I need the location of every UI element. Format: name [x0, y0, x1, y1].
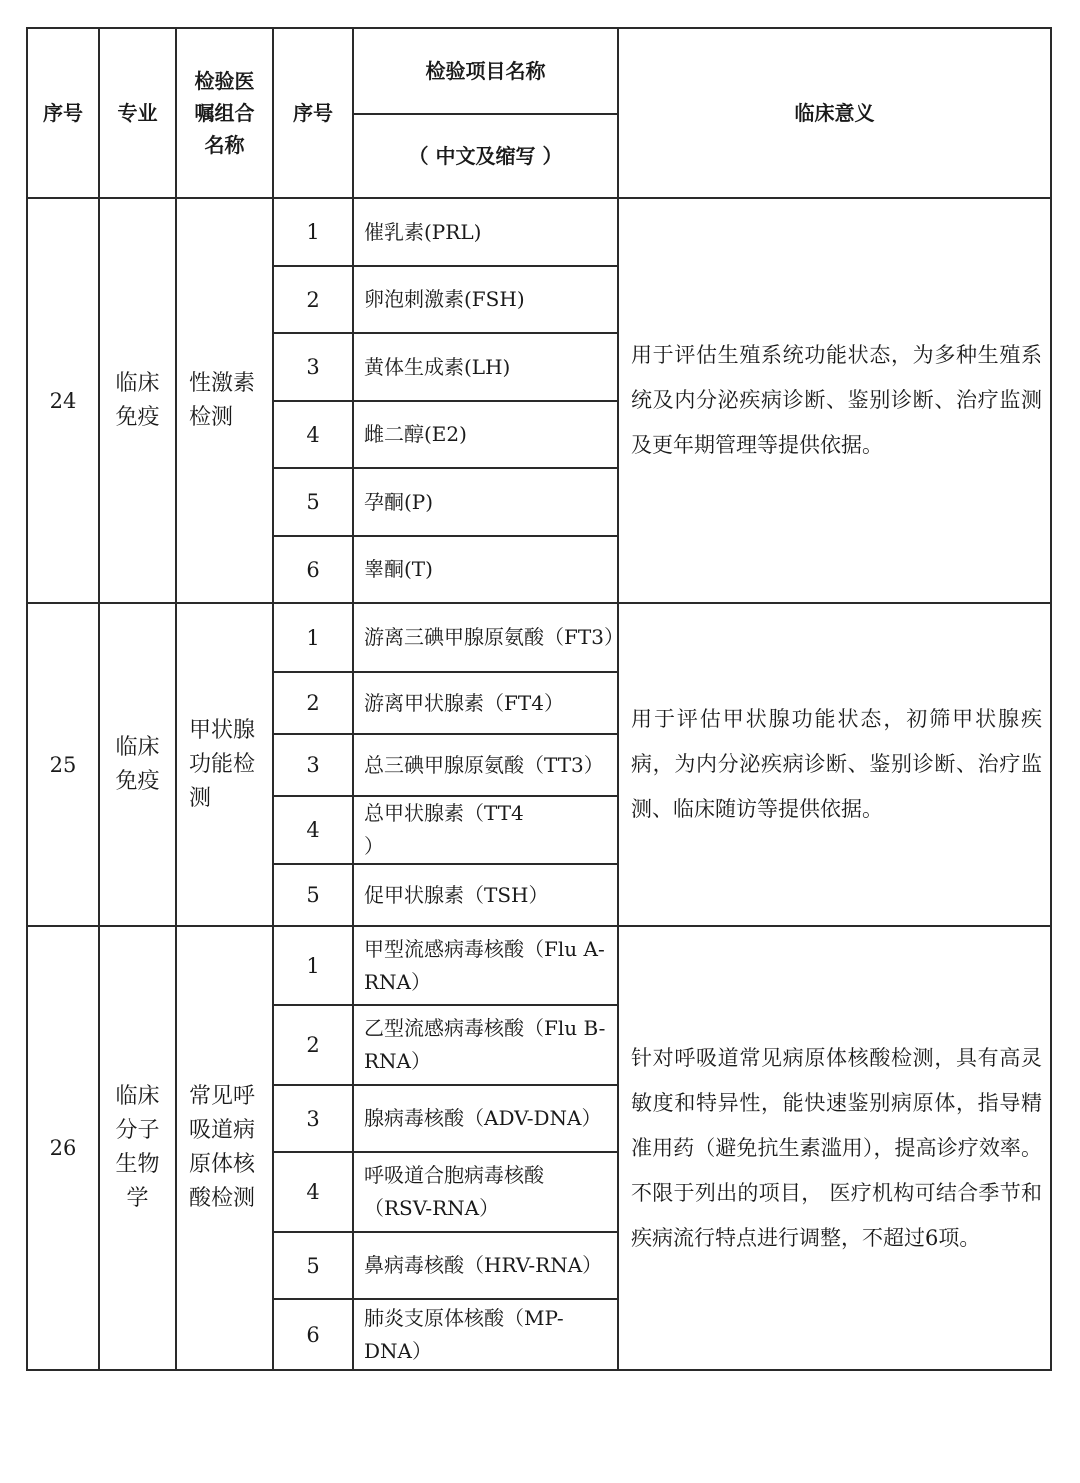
text-line: 总甲状腺素（TT4	[364, 801, 524, 825]
clinical-significance: 用于评估生殖系统功能状态，为多种生殖系统及内分泌疾病诊断、鉴别诊断、治疗监测及更年期管理等提供依据。	[618, 198, 1051, 603]
text-line: 检测	[189, 404, 234, 430]
text-line: 免疫	[115, 404, 160, 430]
item-no: 4	[273, 1152, 353, 1232]
group-no: 26	[27, 926, 99, 1370]
group-no: 24	[27, 198, 99, 603]
text-line: 临床	[115, 734, 160, 760]
item-no: 5	[273, 1232, 353, 1299]
inspection-table	[26, 27, 1052, 1371]
header-row-1	[27, 28, 1051, 114]
item-no: 2	[273, 266, 353, 333]
header-specialty: 专业	[99, 28, 176, 198]
text-line: 临床	[115, 370, 160, 396]
clinical-significance: 针对呼吸道常见病原体核酸检测，具有高灵敏度和特异性，能快速鉴别病原体，指导精准用药（避免抗生素滥用），提高诊疗效率。不限于列出的项目， 医疗机构可结合季节和疾病流行特点进行调整，不超过6项。	[618, 926, 1051, 1370]
item-no: 4	[273, 796, 353, 864]
table-row	[27, 926, 1051, 1005]
item-name	[353, 796, 618, 864]
text-line: 临床	[115, 1084, 160, 1109]
item-name: 卵泡刺激素(FSH)	[353, 266, 618, 333]
item-no: 6	[273, 536, 353, 603]
item-no: 5	[273, 864, 353, 926]
item-name: 鼻病毒核酸（HRV-RNA）	[353, 1232, 618, 1299]
item-name	[353, 198, 618, 266]
item-no: 3	[273, 734, 353, 796]
text-line: 酸检测	[189, 1186, 256, 1211]
item-name: 乙型流感病毒核酸（Flu B-RNA）	[353, 1005, 618, 1085]
text-line: 原体核	[189, 1152, 256, 1177]
header-no: 序号	[27, 28, 99, 198]
text-line: 常见呼	[189, 1084, 256, 1109]
item-no: 5	[273, 468, 353, 536]
item-no: 6	[273, 1299, 353, 1370]
item-name: 孕酮(P)	[353, 468, 618, 536]
text-line: 生物	[115, 1152, 160, 1177]
group-name	[176, 603, 273, 926]
text-line: 免疫	[115, 768, 160, 794]
clinical-significance: 用于评估甲状腺功能状态，初筛甲状腺疾病，为内分泌疾病诊断、鉴别诊断、治疗监测、临床随访等提供依据。	[618, 603, 1051, 926]
table-row	[27, 198, 1051, 266]
item-no: 1	[273, 603, 353, 672]
item-name: 腺病毒核酸（ADV-DNA）	[353, 1085, 618, 1152]
text-line: 吸道病	[189, 1118, 256, 1143]
item-no: 2	[273, 1005, 353, 1085]
specialty	[99, 926, 176, 1370]
text-line: ）	[364, 834, 384, 858]
text-line: 测	[189, 785, 212, 811]
header-item-name-sub: （ 中文及缩写 ）	[353, 114, 618, 198]
item-name	[353, 672, 618, 734]
item-name: 雌二醇(E2)	[353, 401, 618, 468]
item-name: 黄体生成素(LH)	[353, 333, 618, 401]
item-no: 1	[273, 926, 353, 1005]
item-name: 肺炎支原体核酸（MP-DNA）	[353, 1299, 618, 1370]
text-line: 分子	[115, 1118, 160, 1143]
text-line: 功能检	[189, 751, 256, 777]
text-line: 性激素	[189, 370, 256, 396]
item-name: 甲型流感病毒核酸（Flu A-RNA）	[353, 926, 618, 1005]
item-no: 2	[273, 672, 353, 734]
header-item-name: 检验项目名称	[353, 28, 618, 114]
header-item-no: 序号	[273, 28, 353, 198]
item-no: 3	[273, 1085, 353, 1152]
text-line: 游离甲状腺素（FT4）	[364, 690, 564, 715]
item-name: 呼吸道合胞病毒核酸（RSV-RNA）	[353, 1152, 618, 1232]
item-name: 促甲状腺素（TSH）	[353, 864, 618, 926]
group-name	[176, 198, 273, 603]
text-line: 学	[126, 1186, 149, 1211]
group-name	[176, 926, 273, 1370]
specialty	[99, 603, 176, 926]
text-line: 甲状腺	[189, 717, 256, 743]
item-name: 总三碘甲腺原氨酸（TT3）	[353, 734, 618, 796]
table-row	[27, 603, 1051, 672]
item-name	[353, 603, 624, 672]
header-significance: 临床意义	[618, 28, 1051, 198]
header-group-name: 检验医嘱组合名称	[176, 28, 273, 198]
text-line: 游离三碘甲腺原氨酸（FT3）	[364, 625, 624, 649]
item-no: 4	[273, 401, 353, 468]
item-no: 3	[273, 333, 353, 401]
specialty	[99, 198, 176, 603]
group-no: 25	[27, 603, 99, 926]
item-name: 睾酮(T)	[353, 536, 618, 603]
item-no: 1	[273, 198, 353, 266]
text-line: 催乳素(PRL)	[364, 219, 482, 244]
